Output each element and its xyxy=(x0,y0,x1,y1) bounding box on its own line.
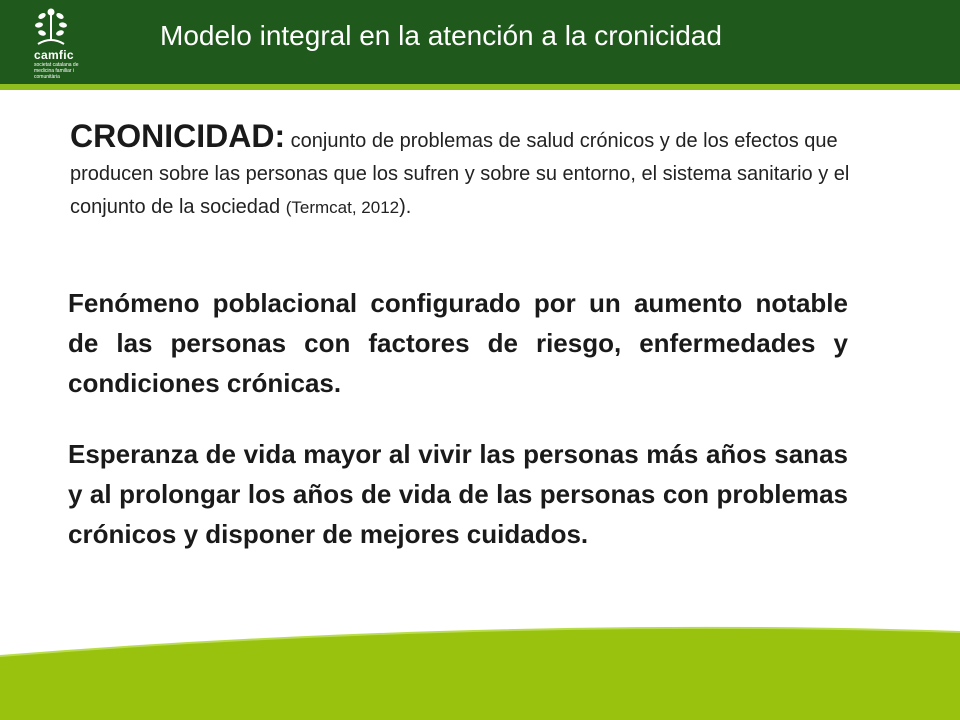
footer-wave xyxy=(0,612,960,720)
tree-people-icon xyxy=(28,8,98,48)
slide-title: Modelo integral en la atención a la cronicidad xyxy=(160,20,722,51)
definition-block xyxy=(70,120,870,224)
camfic-logo xyxy=(28,8,98,80)
logo-name: camfic xyxy=(34,48,74,62)
header-bar xyxy=(0,0,960,88)
header-accent-line xyxy=(0,84,960,90)
definition-citation: (Termcat, 2012 xyxy=(285,198,400,217)
definition-closing: ). xyxy=(399,196,412,218)
definition-text: conjunto de problemas de salud crónicos y de los efectos que producen sobre las personas que los sufren y sobre su entorno, el sistema sanitario y el conjunto de la sociedad xyxy=(70,130,850,218)
logo-tagline: societat catalana de medicina familiar i comunitària xyxy=(34,62,79,80)
paragraph-population-phenomenon: Fenómeno poblacional configurado por un aumento notable de las personas con factores de riesgo, enfermedades y condiciones crónicas. xyxy=(68,288,848,398)
paragraph-life-expectancy: Esperanza de vida mayor al vivir las personas más años sanas y al prolongar los años de vida de las personas con problemas crónicos y disponer de mejores cuidados. xyxy=(68,439,848,549)
definition-term: CRONICIDAD: xyxy=(70,118,286,154)
